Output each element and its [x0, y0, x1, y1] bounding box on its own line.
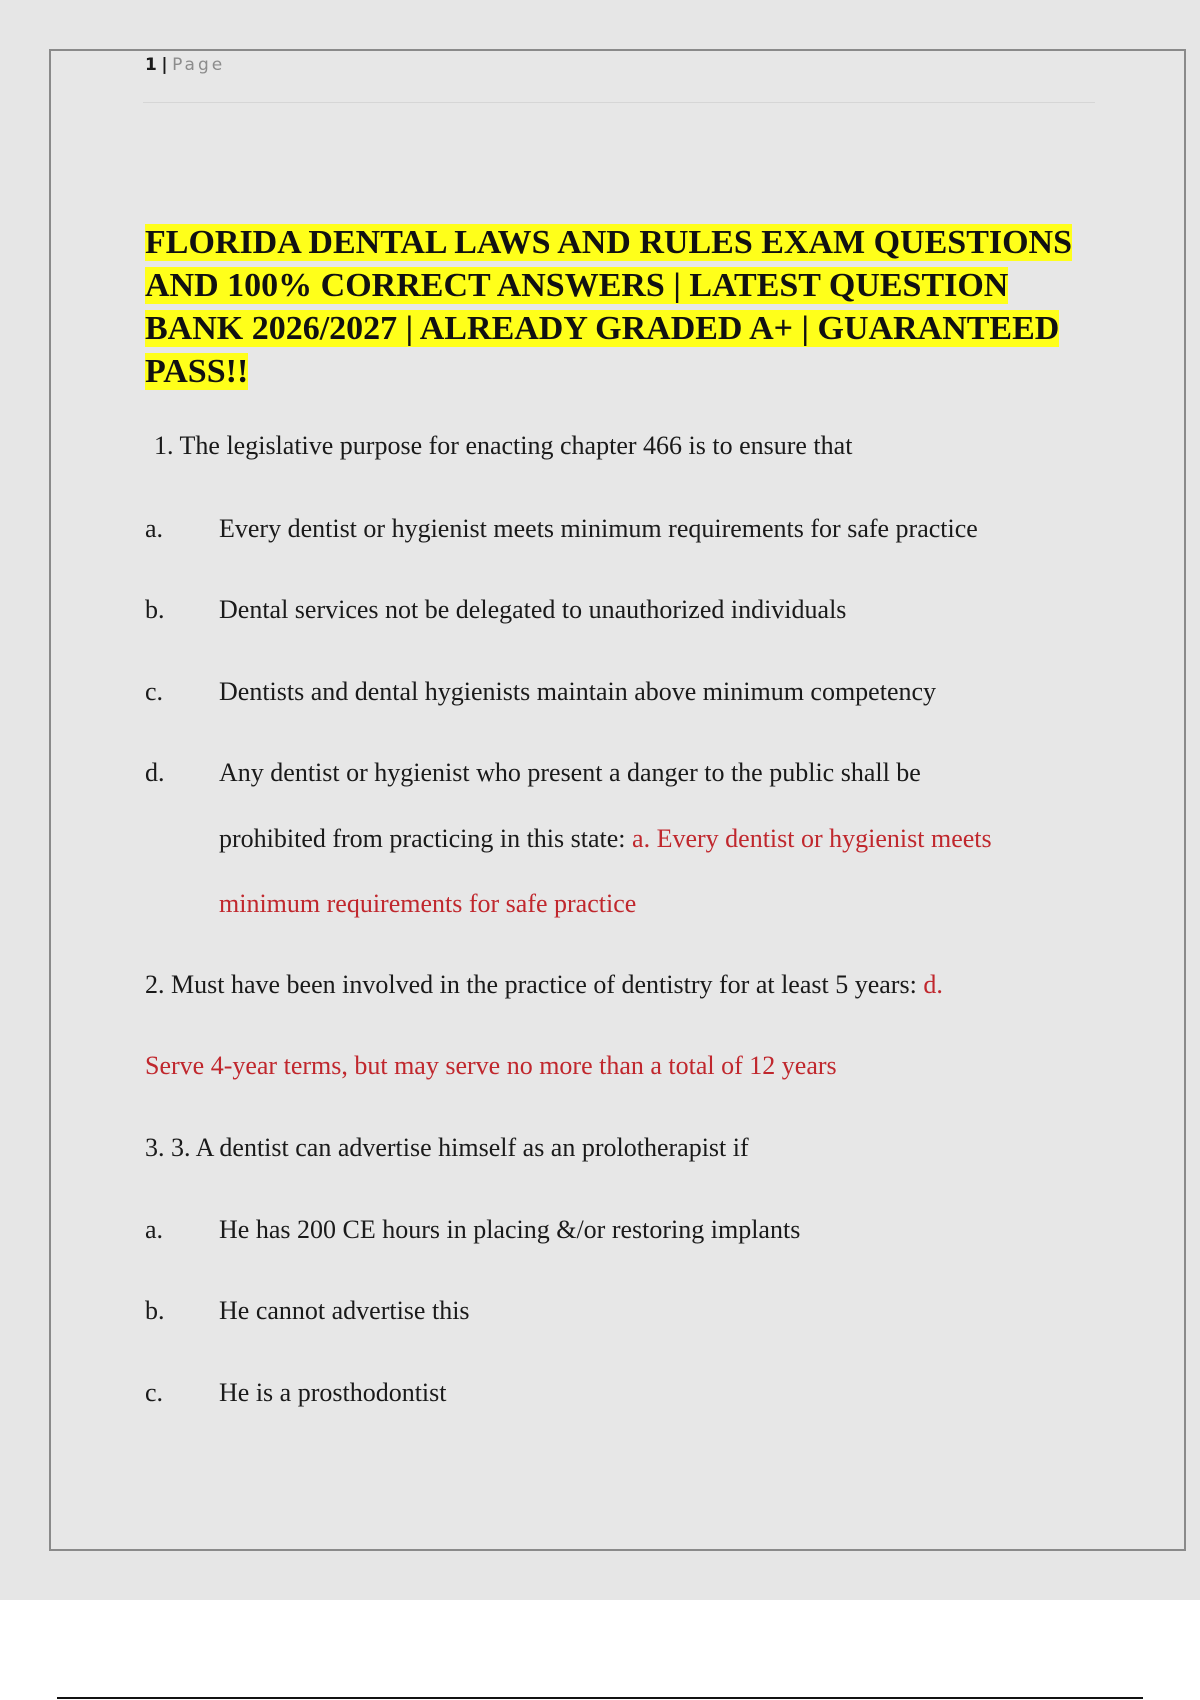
q1-option-d-text-line2: prohibited from practicing in this state: [219, 824, 626, 853]
page-label: Page [172, 55, 226, 75]
q1-option-a-letter: a. [145, 514, 164, 543]
q3-option-b-text: He cannot advertise this [219, 1296, 470, 1325]
q3-option-b-letter: b. [145, 1296, 165, 1325]
question-2-stem: 2. Must have been involved in the practice of dentistry for at least 5 years: [145, 970, 917, 999]
q1-option-c-letter: c. [145, 677, 164, 706]
q1-option-d-text-line1: Any dentist or hygienist who present a danger to the public shall be [219, 758, 921, 787]
document-page [49, 49, 1186, 1551]
page-number-header [145, 55, 225, 75]
footer-divider [57, 1697, 1143, 1699]
page-number: 1 [145, 55, 158, 75]
q1-option-d-letter: d. [145, 758, 165, 787]
q1-option-a-text: Every dentist or hygienist meets minimum requirements for safe practice [219, 514, 978, 543]
q1-option-b-letter: b. [145, 595, 165, 624]
document-title [145, 221, 1105, 393]
q2-answer-line2: Serve 4-year terms, but may serve no more than a total of 12 years [145, 1051, 837, 1080]
title-highlight: FLORIDA DENTAL LAWS AND RULES EXAM QUESTIONS AND 100% CORRECT ANSWERS | LATEST QUESTION BANK 2026/2027 | ALREADY GRADED A+ | GUARANTEED PASS!! [145, 224, 1073, 390]
q1-answer-line2: minimum requirements for safe practice [219, 889, 637, 918]
page-number-separator: | [161, 55, 169, 75]
header-divider [143, 102, 1095, 103]
q3-option-c-text: He is a prosthodontist [219, 1378, 447, 1407]
q2-answer-line1: d. [923, 970, 943, 999]
q1-option-b-text: Dental services not be delegated to unauthorized individuals [219, 595, 847, 624]
q3-option-a-letter: a. [145, 1215, 164, 1244]
q1-option-c-text: Dentists and dental hygienists maintain above minimum competency [219, 677, 937, 706]
question-3-stem: 3. 3. A dentist can advertise himself as an prolotherapist if [145, 1133, 749, 1162]
question-2-line [145, 970, 943, 1000]
q1-option-d-line2 [219, 824, 992, 854]
q1-answer-line1: a. Every dentist or hygienist meets [632, 824, 992, 853]
q3-option-a-text: He has 200 CE hours in placing &/or restoring implants [219, 1215, 801, 1244]
q3-option-c-letter: c. [145, 1378, 164, 1407]
question-1-stem: 1. The legislative purpose for enacting chapter 466 is to ensure that [154, 431, 853, 460]
